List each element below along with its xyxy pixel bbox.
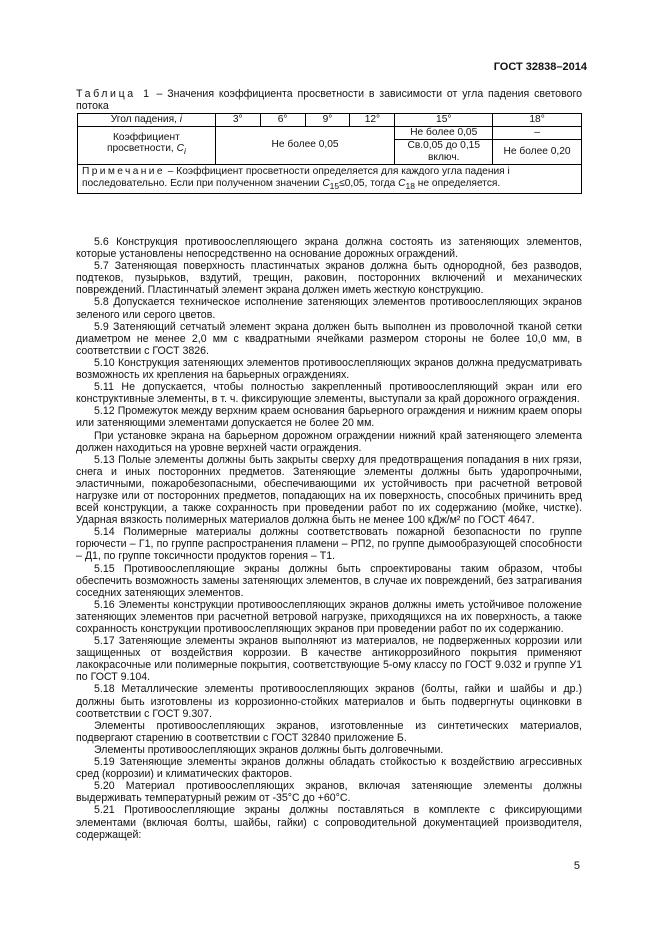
paragraph: 5.19 Затеняющие элементы экранов должны обладать стойкостью к воздействию агрессивных сред (коррозии) и климатических факторов. [76, 756, 582, 781]
paragraph: 5.10 Конструкция затеняющих элементов противоослепляющих экранов должна предусматривать возможность их крепления на барьерных ограждениях. [76, 356, 582, 382]
angle-header-cell: Угол падения, i [78, 114, 216, 127]
transparency-table [77, 113, 582, 194]
angle-cell: 6° [260, 114, 305, 127]
paragraph: 5.6 Конструкция противоослепляющего экрана должна состоять из затеняющих элементов, которые установлены непосредственно на основание дорожных ограждений. [76, 236, 582, 261]
paragraph: 5.16 Элементы конструкции противоослепляющих экранов должны иметь устойчивое положение затеняющих элементов при расчетной ветровой нагрузке, приходящихся на их поверхность, а также сохранность конструкции противоослепляющих экранов при проведении работ по их содержанию. [76, 598, 582, 635]
value-cell: – [493, 126, 582, 139]
paragraph: Элементы противоослепляющих экранов должны быть долговечными. [94, 743, 444, 756]
paragraph: 5.18 Металлические элементы противоослепляющих экранов (болты, гайки и шайбы и др.) должны быть изготовлены из коррозионно-стойких материалов и быть подвергнуты оцинковки в соответствии с ГОСТ 9.307. [76, 683, 582, 720]
angle-cell: 12° [350, 114, 395, 127]
table-row [78, 114, 582, 127]
paragraph: 5.12 Промежуток между верхним краем основания барьерного ограждения и нижним краем опоры или затеняющими элементами допускается не более 20 мм. [76, 405, 582, 430]
paragraph: При установке экрана на барьерном дорожном ограждении нижний край затеняющего элемента должен находиться на уровне верхней части ограждения. [76, 429, 582, 454]
value-cell: Не более 0,05 [395, 126, 493, 139]
merged-value-cell: Не более 0,05 [215, 126, 395, 164]
paragraph: 5.13 Полые элементы должны быть закрыты сверху для предотвращения попадания в них грязи, снега и иных посторонних предметов. Затеняющие элементы должны быть ударопрочными, эластичными, пожаробезопасными, обеспечивающими их устойчивость при расчетной ветровой нагрузке или от посторонних предметов, попадающих на их поверхность, способных причинить вред всей конструкции, а также сохранность при проведении работ по их содержанию (мойке, чистке). Ударная вязкость полимерных материалов должна быть не менее 100 кДж/м² по ГОСТ 4647. [76, 453, 582, 527]
paragraph: 5.20 Материал противоослепляющих экранов, включая затеняющие элементы должны выдерживать температурный режим от -35°С до +60°С. [76, 780, 582, 805]
coef-header-cell: Коэффициент просветности, $C_i$ [78, 126, 216, 164]
page-number: 5 [573, 860, 580, 872]
paragraph: 5.7 Затеняющая поверхность пластинчатых экранов должна быть однородной, без разводов, подтеков, пузырьков, вздутий, трещин, раковин, посторонних включений и механических повреждений. Пластинчатый элемент экрана должен иметь жесткую конструкцию. [76, 260, 582, 297]
table-row [78, 126, 582, 139]
paragraph: 5.17 Затеняющие элементы экранов выполняют из материалов, не подверженных коррозии или защищенных от воздействия коррозии. В качестве антикоррозийного покрытия применяют лакокрасочные или полимерные покрытия, соответствующие 5-ому классу по ГОСТ 9.032 и группе У1 по ГОСТ 9.104. [76, 635, 582, 684]
table-caption-text: – Значения коэффициента просветности в зависимости от угла падения светового потока [76, 88, 582, 112]
body-text [76, 236, 582, 841]
paragraph: 5.8 Допускается техническое исполнение затеняющих элементов противоослепляющих экранов зеленого или серого цветов. [76, 296, 582, 321]
paragraph: 5.15 Противоослепляющие экраны должны быть спроектированы таким образом, чтобы обеспечить возможность замены затеняющих элементов, в случае их повреждений, без затрагивания соседних затеняющих элементов. [76, 562, 582, 599]
paragraph: Элементы противоослепляющих экранов, изготовленные из синтетических материалов, подвергают старению в соответствии с ГОСТ 32840 приложение Б. [76, 719, 582, 744]
value-cell: Св.0,05 до 0,15 включ. [395, 139, 493, 164]
table-caption-label: Таблица 1 [76, 88, 152, 100]
paragraph: 5.9 Затеняющий сетчатый элемент экрана должен быть выполнен из проволочной тканой сетки диаметром не менее 2,0 мм с квадратными ячейками размером стороны не более 10,0 мм, в соответствии с ГОСТ 3826. [76, 320, 582, 357]
value-cell: Не более 0,20 [493, 139, 582, 164]
table-note: Примечание – Коэффициент просветности определяется для каждого угла падения i последовательно. Если при полученном значении $C_{15}\le 0,05$, тогда $C_{18}$ не определяется. [78, 164, 582, 193]
angle-cell: 9° [305, 114, 350, 127]
paragraph: 5.14 Полимерные материалы должны соответствовать пожарной безопасности по группе горючести – Г1, по группе распространения пламени – РП2, по группе дымообразующей способности – Д1, по группе токсичности продуктов горения – Т1. [76, 526, 582, 563]
paragraph: 5.21 Противоослепляющие экраны должны поставляться в комплекте с фиксирующими элементами (включая болты, шайбы, гайки) с сопроводительной документацией производителя, содержащей: [76, 804, 582, 841]
table-row [78, 164, 582, 193]
table-caption [76, 88, 582, 112]
angle-cell: 3° [215, 114, 260, 127]
standard-header: ГОСТ 32838–2014 [493, 61, 587, 73]
paragraph: 5.11 Не допускается, чтобы полностью закрепленный противоослепляющий экран или его конструктивные элементы, в т. ч. фиксирующие элементы, выступали за край дорожного ограждения. [76, 381, 582, 406]
angle-cell: 18° [493, 114, 582, 127]
angle-cell: 15° [395, 114, 493, 127]
